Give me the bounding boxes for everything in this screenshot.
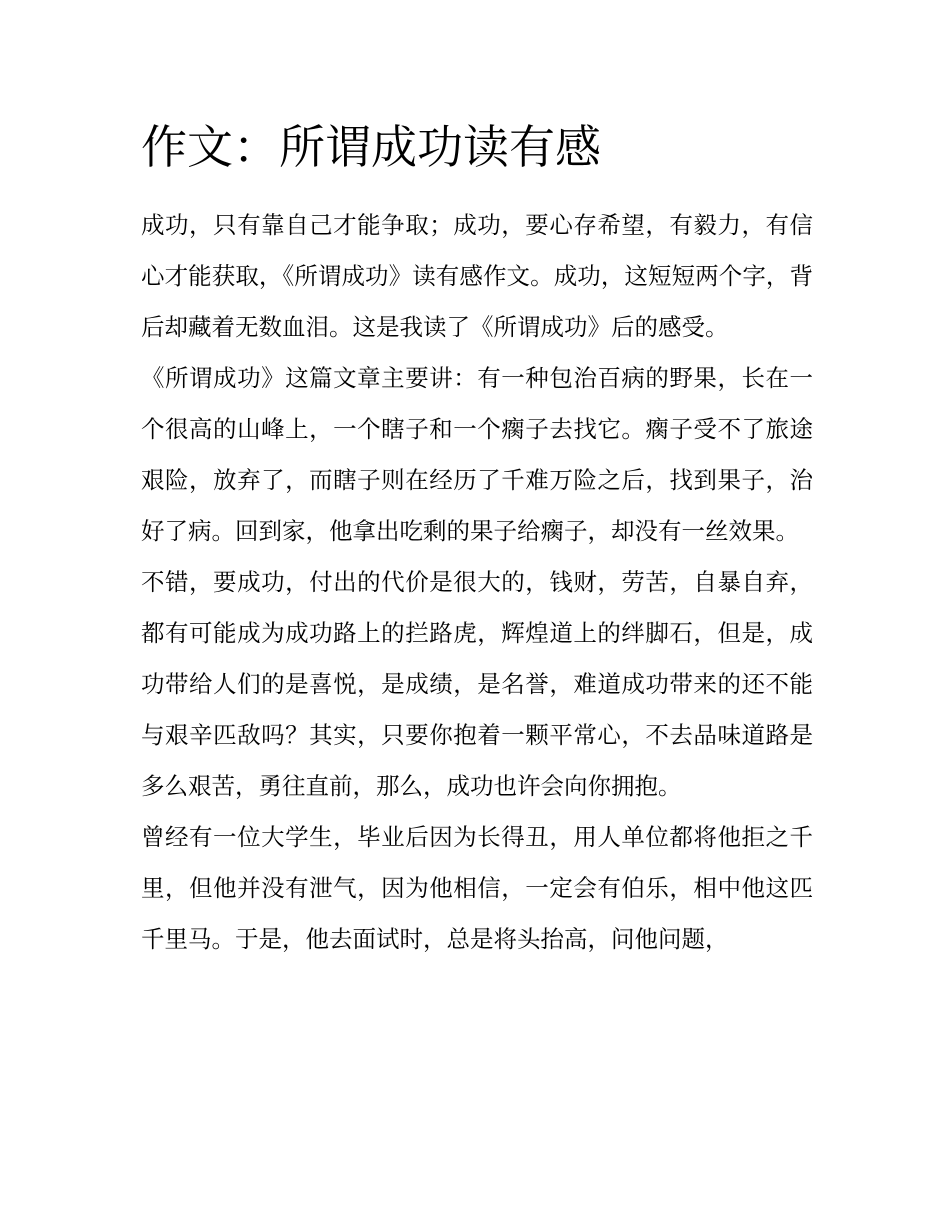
- paragraph-4: 曾经有一位大学生，毕业后因为长得丑，用人单位都将他拒之千里，但他并没有泄气，因为他相信，一定会有伯乐，相中他这匹千里马。于是，他去面试时，总是将头抬高，问他问题，: [141, 823, 813, 953]
- document-title: 作文：所谓成功读有感: [141, 120, 601, 174]
- paragraph-1: 成功，只有靠自己才能争取；成功，要心存希望，有毅力，有信心才能获取，《所谓成功》读有感作文。成功，这短短两个字，背后却藏着无数血泪。这是我读了《所谓成功》后的感受。: [141, 211, 813, 341]
- paragraph-2: 《所谓成功》这篇文章主要讲：有一种包治百病的野果，长在一个很高的山峰上，一个瞎子和一个瘸子去找它。瘸子受不了旅途艰险，放弃了，而瞎子则在经历了千难万险之后，找到果子，治好了病。回到家，他拿出吃剩的果子给瘸子，却没有一丝效果。: [141, 364, 813, 545]
- document-body: [141, 112, 813, 965]
- paragraph-3: 不错，要成功，付出的代价是很大的，钱财，劳苦，自暴自弃，都有可能成为成功路上的拦路虎，辉煌道上的绊脚石，但是，成功带给人们的是喜悦，是成绩，是名誉，难道成功带来的还不能与艰辛匹敌吗？其实，只要你抱着一颗平常心，不去品味道路是多么艰苦，勇往直前，那么，成功也许会向你拥抱。: [141, 568, 813, 800]
